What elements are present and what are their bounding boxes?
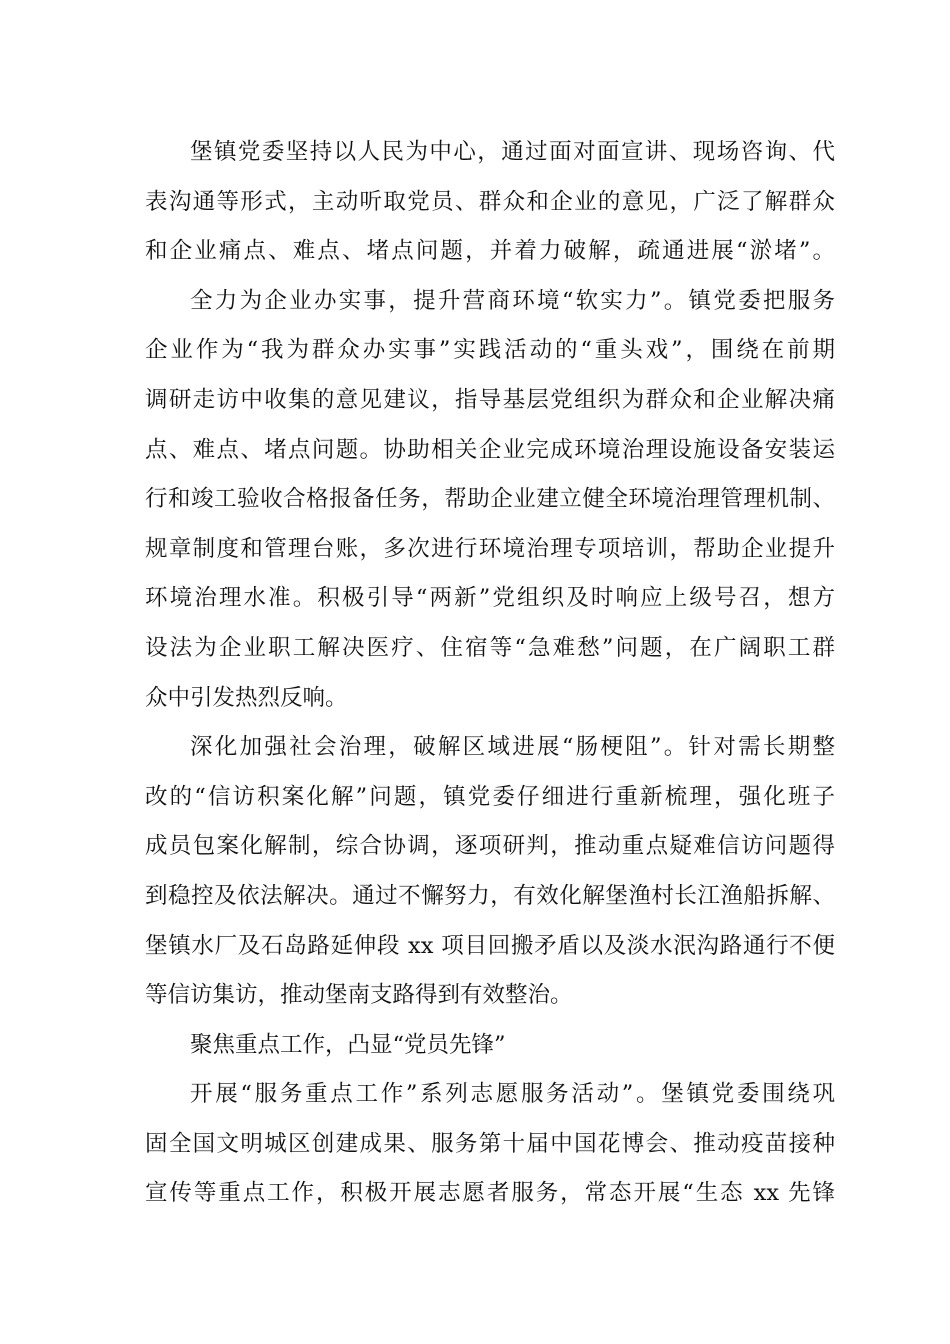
text-line: 到稳控及依法解决。通过不懈努力，有效化解堡渔村长江渔船拆解、 <box>145 882 835 909</box>
text-line: 堡镇党委坚持以人民为中心，通过面对面宣讲、现场咨询、代 <box>190 139 835 165</box>
section-heading <box>145 1021 835 1071</box>
paragraph-5 <box>145 1070 835 1219</box>
text-line: 设法为企业职工解决医疗、住宿等“急难愁”问题，在广阔职工群 <box>145 634 835 661</box>
paragraph-2 <box>145 277 835 723</box>
text-line: 众中引发热烈反响。 <box>145 684 348 711</box>
text-line: 调研走访中收集的意见建议，指导基层党组织为群众和企业解决痛 <box>145 386 835 413</box>
text-line: 改的“信访积案化解”问题，镇党委仔细进行重新梳理，强化班子 <box>145 783 835 810</box>
text-line: 开展“服务重点工作”系列志愿服务活动”。堡镇党委围绕巩 <box>190 1081 835 1108</box>
text-line: 和企业痛点、难点、堵点问题，并着力破解，疏通进展“淤堵”。 <box>145 238 835 265</box>
text-line: 深化加强社会治理，破解区域进展“肠梗阻”。针对需长期整 <box>190 734 835 761</box>
document-body <box>145 128 835 1219</box>
text-line: 等信访集访，推动堡南支路得到有效整治。 <box>145 982 573 1009</box>
paragraph-3 <box>145 723 835 1021</box>
text-line: 堡镇水厂及石岛路延伸段 xx 项目回搬矛盾以及淡水泯沟路通行不便 <box>145 932 835 959</box>
text-line: 规章制度和管理台账，多次进行环境治理专项培训，帮助企业提升 <box>145 535 835 562</box>
text-line: 企业作为“我为群众办实事”实践活动的“重头戏”，围绕在前期 <box>145 337 835 364</box>
text-line: 行和竣工验收合格报备任务，帮助企业建立健全环境治理管理机制、 <box>145 486 835 513</box>
text-line: 宣传等重点工作，积极开展志愿者服务，常态开展“生态 xx 先锋 <box>145 1180 835 1207</box>
paragraph-1 <box>145 128 835 277</box>
text-line: 成员包案化解制，综合协调，逐项研判，推动重点疑难信访问题得 <box>145 833 835 860</box>
text-line: 固全国文明城区创建成果、服务第十届中国花博会、推动疫苗接种 <box>145 1130 835 1157</box>
text-line: 环境治理水准。积极引导“两新”党组织及时响应上级号召，想方 <box>145 585 835 612</box>
text-line: 全力为企业办实事，提升营商环境“软实力”。镇党委把服务 <box>190 287 835 314</box>
heading-line: 聚焦重点工作，凸显“党员先锋” <box>190 1031 506 1058</box>
text-line: 表沟通等形式，主动听取党员、群众和企业的意见，广泛了解群众 <box>145 188 835 215</box>
text-line: 点、难点、堵点问题。协助相关企业完成环境治理设施设备安装运 <box>145 436 835 463</box>
